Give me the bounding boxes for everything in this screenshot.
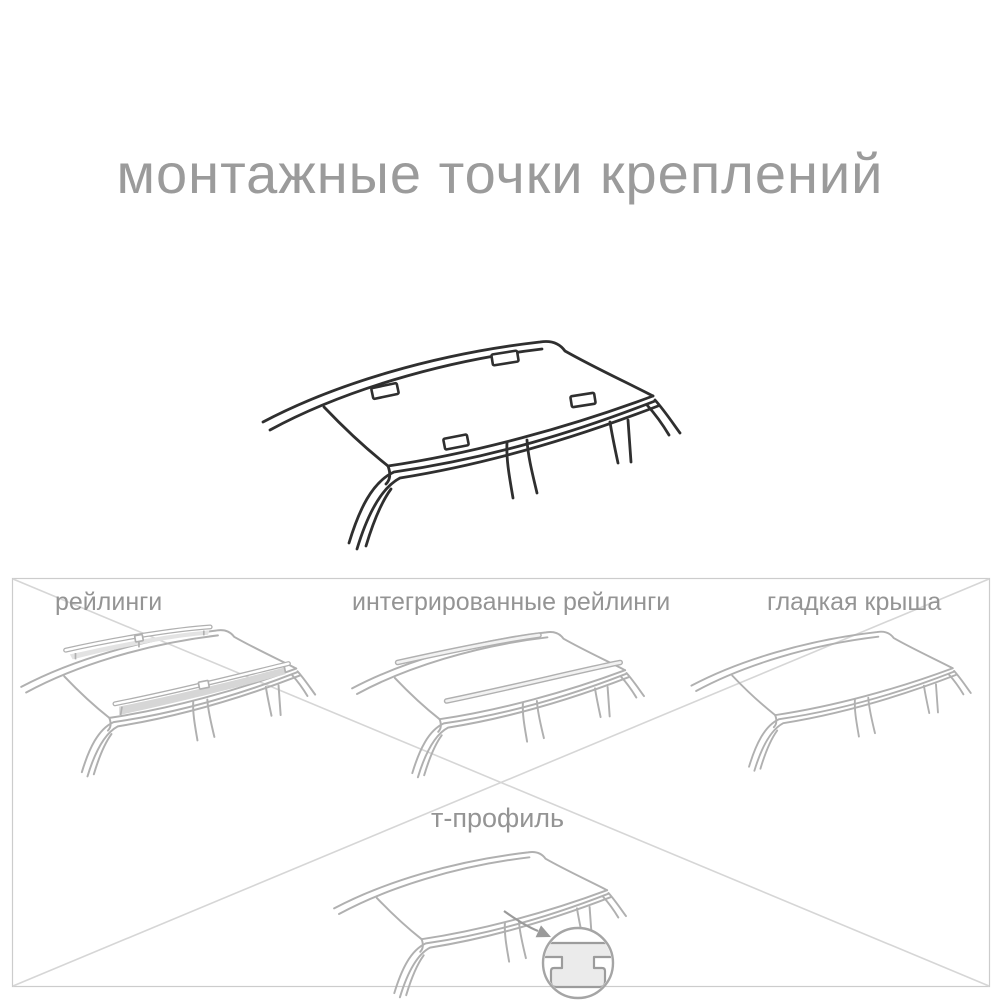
page-title: монтажные точки креплений: [116, 142, 884, 205]
mount-point-marker: [491, 351, 518, 366]
label-railings: рейлинги: [55, 588, 163, 616]
label-integrated-railings: интегрированные рейлинги: [352, 588, 671, 616]
car-roof-integrated-railings-drawing: [352, 632, 644, 777]
arrow-icon: [536, 925, 551, 937]
mount-point-marker: [443, 434, 469, 449]
mount-point-marker: [570, 393, 595, 408]
t-slot-profile-icon: [542, 928, 614, 998]
label-t-profile: т-профиль: [431, 803, 565, 833]
label-smooth-roof: гладкая крыша: [767, 588, 942, 616]
car-roof-mount-points-drawing: [263, 341, 680, 549]
car-roof-smooth-drawing: [691, 632, 970, 771]
car-roof-raised-railings-drawing: [21, 627, 315, 776]
